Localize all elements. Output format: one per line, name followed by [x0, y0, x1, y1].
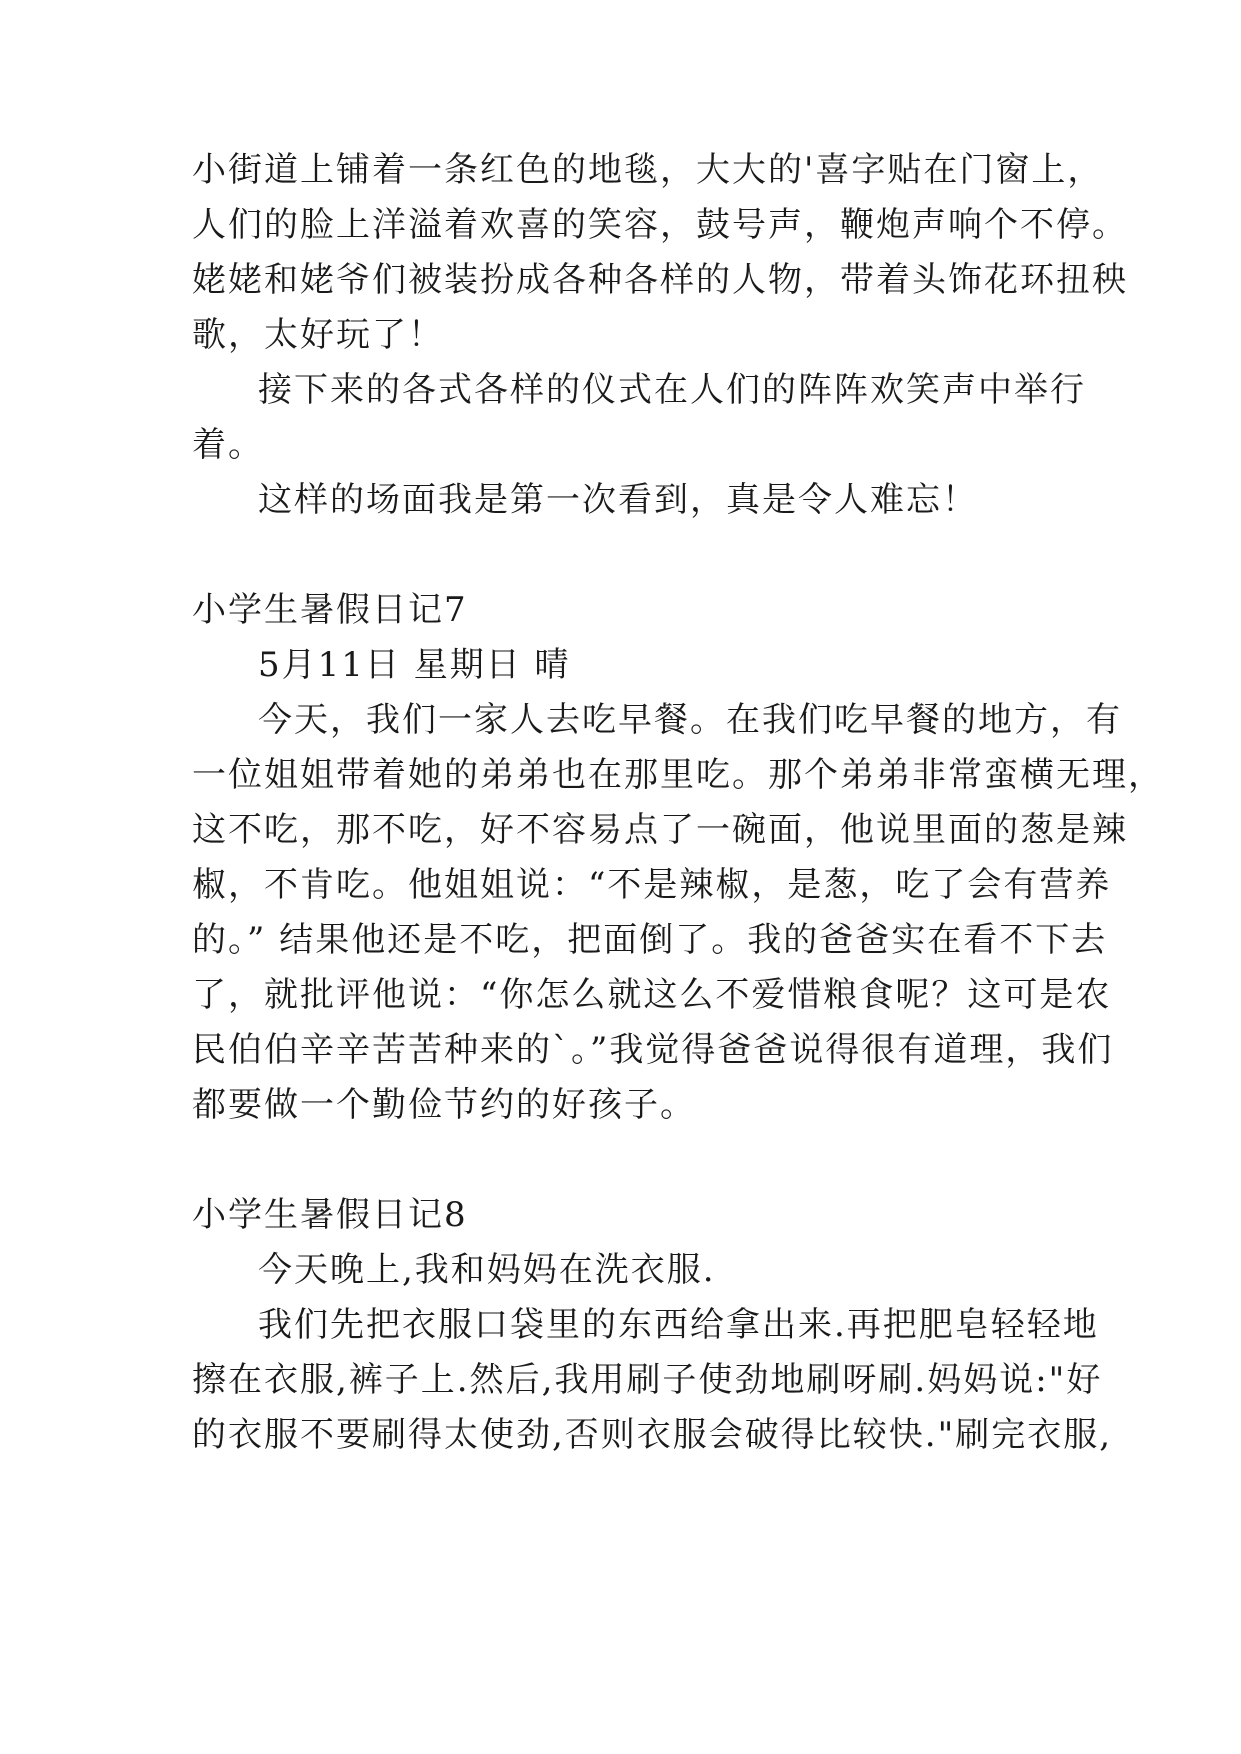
text-line: 椒，不肯吃。他姐姐说：“不是辣椒，是葱，吃了会有营养: [192, 865, 1112, 905]
text-line: 小街道上铺着一条红色的地毯，大大的'喜字贴在门窗上，: [192, 150, 1104, 190]
text-line: 了，就批评他说：“你怎么就这么不爱惜粮食呢？这可是农: [192, 975, 1112, 1015]
text-line: 着。: [192, 425, 264, 465]
text-line: 接下来的各式各样的仪式在人们的阵阵欢笑声中举行: [258, 370, 1086, 410]
text-line: 民伯伯辛辛苦苦种来的`。”我觉得爸爸说得很有道理，我们: [192, 1030, 1114, 1070]
text-line: 姥姥和姥爷们被装扮成各种各样的人物，带着头饰花环扭秧: [192, 260, 1128, 300]
text-line: 我们先把衣服口袋里的东西给拿出来.再把肥皂轻轻地: [258, 1305, 1099, 1345]
text-line: 一位姐姐带着她的弟弟也在那里吃。那个弟弟非常蛮横无理，: [192, 755, 1164, 795]
text-line: 今天晚上,我和妈妈在洗衣服.: [258, 1250, 716, 1290]
text-line: 擦在衣服,裤子上.然后,我用刷子使劲地刷呀刷.妈妈说:"好: [192, 1360, 1103, 1400]
section-heading: 小学生暑假日记7: [192, 590, 468, 630]
text-line: 人们的脸上洋溢着欢喜的笑容，鼓号声，鞭炮声响个不停。: [192, 205, 1128, 245]
diary-date: 5月11日 星期日 晴: [258, 645, 571, 685]
text-line: 这样的场面我是第一次看到，真是令人难忘！: [258, 480, 978, 520]
text-line: 的。” 结果他还是不吃，把面倒了。我的爸爸实在看不下去: [192, 920, 1108, 960]
text-line: 歌，太好玩了！: [192, 315, 444, 355]
text-line: 这不吃，那不吃，好不容易点了一碗面，他说里面的葱是辣: [192, 810, 1128, 850]
section-heading: 小学生暑假日记8: [192, 1195, 468, 1235]
text-line: 都要做一个勤俭节约的好孩子。: [192, 1085, 696, 1125]
text-line: 的衣服不要刷得太使劲,否则衣服会破得比较快."刷完衣服,: [192, 1415, 1113, 1455]
text-line: 今天，我们一家人去吃早餐。在我们吃早餐的地方，有: [258, 700, 1122, 740]
